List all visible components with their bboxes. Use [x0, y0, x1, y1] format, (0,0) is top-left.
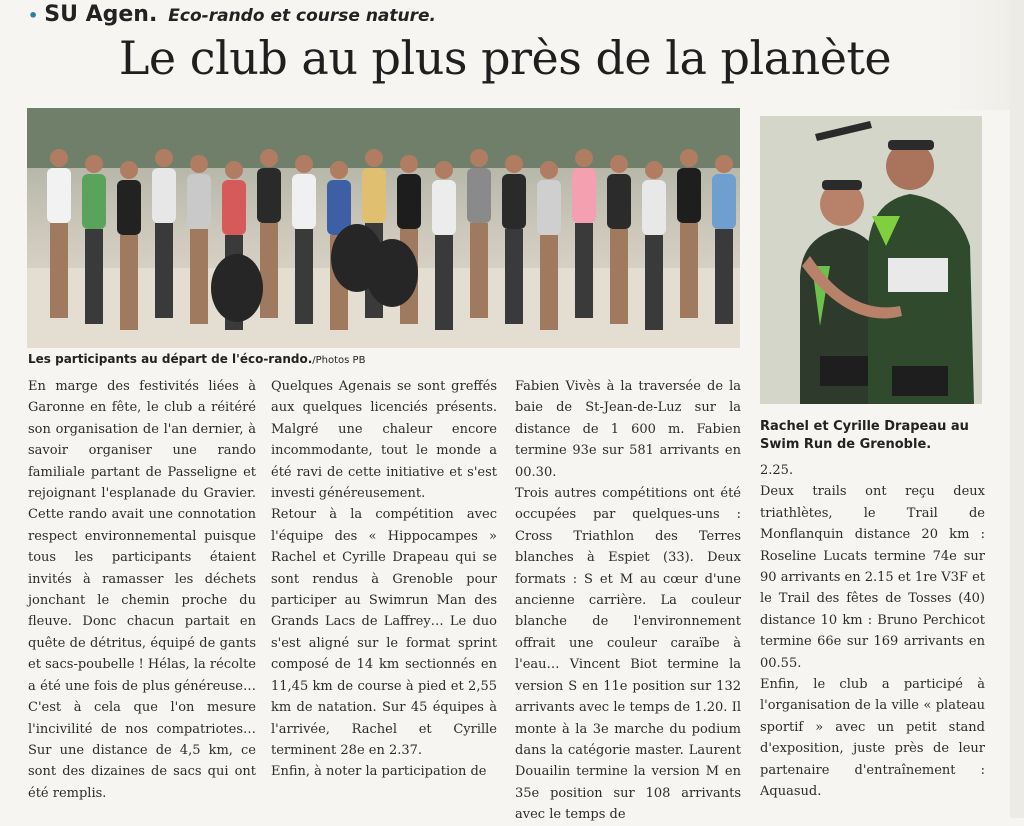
paragraph: Enfin, le club a participé à l'organisation de la ville « plateau sportif » avec un petit stand d'exposition, juste près de leur partenaire d'entraînement : Aquasud. [760, 677, 985, 800]
participant-figure [152, 149, 176, 318]
athletes-photo [760, 116, 982, 404]
participant-figure [642, 161, 666, 330]
participant-figure [292, 155, 316, 324]
participant-figure [82, 155, 106, 324]
participant-figure [677, 149, 701, 318]
paragraph: Enfin, à noter la participation de [271, 764, 487, 780]
participant-figure [607, 155, 631, 324]
article-column-2 [271, 376, 497, 783]
paragraph: Fabien Vivès à la traversée de la baie de St-Jean-de-Luz sur la distance de 1 600 m. Fabien termine 93e sur 581 arrivants en 00.30. [515, 379, 741, 480]
article-column-4 [760, 460, 985, 803]
paragraph: En marge des festivités liées à Garonne en fête, le club a réitéré son organisation de l'an dernier, à savoir organiser une rando familiale partant de Passeligne et rejoignant l'esplanade du Gravier. Cette rando avait une connotation respect environnemental puisque tous les participants étaient invités à ramasser les déchets jonchant le chemin proche du fleuve. Donc chacun partait en quête de détritus, équipé de gants et sacs-poubelle ! Hélas, la récolte a été une fois de plus généreuse… C'est à cela que l'on mesure l'incivilité de nos compatriotes… Sur une distance de 4,5 km, ce sont des dizaines de sacs qui ont été remplis. [28, 379, 256, 801]
main-caption-text: Les participants au départ de l'éco-rando. [28, 352, 313, 366]
paragraph: Retour à la compétition avec l'équipe des « Hippocampes » Rachel et Cyrille Drapeau qui se sont rendus à Grenoble pour participer au Swimrun Man des Grands Lacs de Laffrey… Le duo s'est aligné sur le format sprint composé de 14 km sectionnés en 11,45 km de course à pied et 2,55 km de natation. Sur 45 équipes à l'arrivée, Rachel et Cyrille terminent 28e en 2.37. [271, 507, 497, 758]
club-name: SU Agen. [44, 2, 158, 27]
participant-figure [47, 149, 71, 318]
kicker-subtitle: Eco-rando et course nature. [168, 6, 437, 26]
participant-figure [572, 149, 596, 318]
bullet-dot-icon: • [28, 6, 39, 25]
group-photo-illustration [27, 108, 740, 348]
trash-bag [366, 239, 418, 307]
article-column-1 [28, 376, 256, 804]
page-edge [1010, 0, 1024, 818]
side-photo-caption: Rachel et Cyrille Drapeau au Swim Run de Grenoble. [760, 419, 969, 452]
group-photo [27, 108, 740, 348]
main-photo-caption [28, 352, 365, 366]
participant-figure [467, 149, 491, 318]
photo-credit: /Photos PB [312, 355, 366, 366]
participant-figure [432, 161, 456, 330]
participant-figure [537, 161, 561, 330]
kicker [28, 2, 436, 27]
paragraph: Deux trails ont reçu deux triathlètes, le Trail de Monflanquin distance 20 km : Roseline Lucats termine 74e sur 90 arrivants en 2.15 et 1re V3F et le Trail des fêtes de Tosses (40) distance 10 km : Bruno Perchicot termine 66e sur 169 arrivants en 00.55. [760, 484, 985, 671]
participant-figure [712, 155, 736, 324]
headline: Le club au plus près de la planète [118, 31, 892, 85]
paragraph: 2.25. [760, 463, 794, 478]
participant-figure [502, 155, 526, 324]
participant-figure [187, 155, 211, 324]
trash-bag [211, 254, 263, 322]
athletes-photo-illustration [760, 116, 982, 404]
article-column-3 [515, 376, 741, 826]
participant-figure [117, 161, 141, 330]
paragraph: Quelques Agenais se sont greffés aux quelques licenciés présents. Malgré une chaleur encore incommodante, tout le monde a été ravi de cette initiative et s'est investi généreusement. [271, 379, 497, 502]
paragraph: Trois autres compétitions ont été occupées par quelques-uns : Cross Triathlon des Terres blanches à Espiet (33). Deux formats : S et M au cœur d'une ancienne carrière. La couleur blanche de l'environnement offrait une couleur caraïbe à l'eau… Vincent Biot termine la version S en 11e position sur 132 arrivants avec le temps de 1.20. Il monte à la 3e marche du podium dans la catégorie master. Laurent Douailin termine la version M en 35e position sur 108 arrivants avec le temps de [515, 486, 741, 823]
